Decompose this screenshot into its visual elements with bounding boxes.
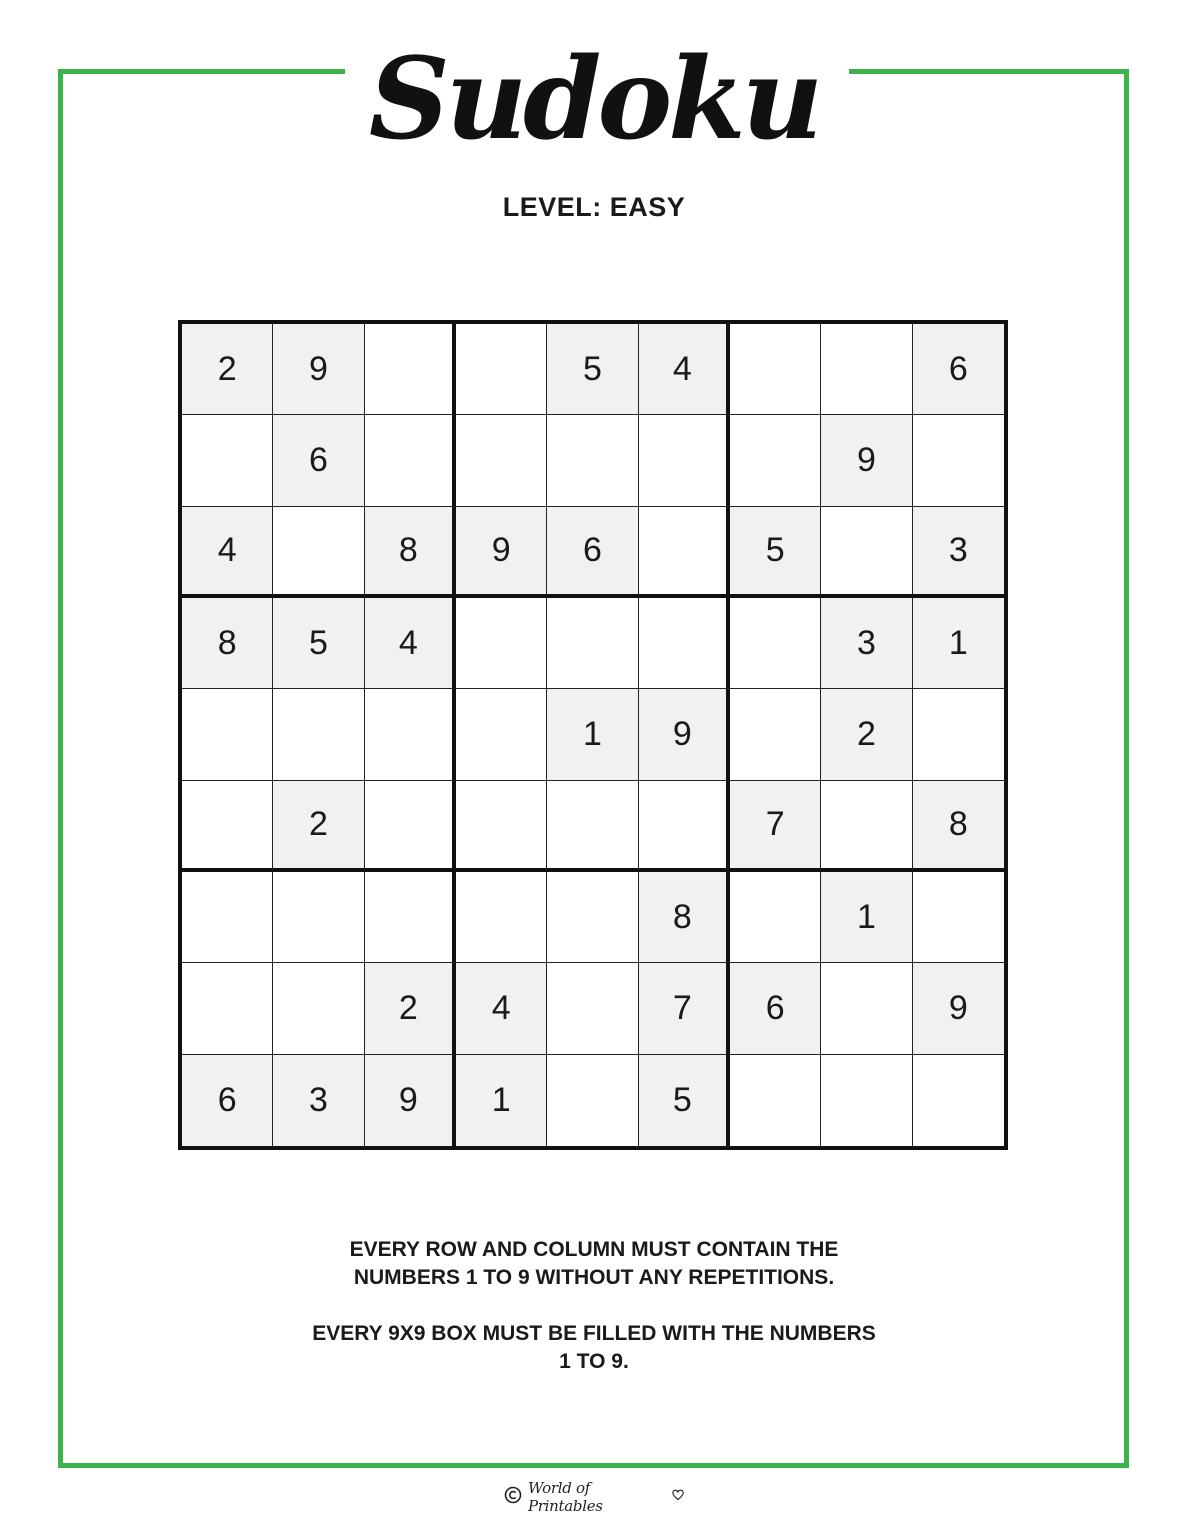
sudoku-cell: 1 xyxy=(456,1055,547,1146)
sudoku-cell[interactable] xyxy=(913,415,1004,506)
sudoku-cell[interactable] xyxy=(730,324,821,415)
sudoku-cell[interactable] xyxy=(182,963,273,1054)
rule-line: 1 TO 9. xyxy=(559,1350,629,1373)
sudoku-cell[interactable] xyxy=(821,507,912,598)
sudoku-cell[interactable] xyxy=(365,415,456,506)
sudoku-cell: 8 xyxy=(639,872,730,963)
sudoku-cell: 5 xyxy=(730,507,821,598)
sudoku-cell[interactable] xyxy=(456,415,547,506)
sudoku-grid xyxy=(178,320,1008,1150)
sudoku-cell: 7 xyxy=(730,781,821,872)
sudoku-cell: 2 xyxy=(821,689,912,780)
sudoku-cell[interactable] xyxy=(547,415,638,506)
sudoku-cell: 9 xyxy=(273,324,364,415)
rule-line: EVERY 9X9 BOX MUST BE FILLED WITH THE NUMBERS xyxy=(312,1322,876,1345)
sudoku-cell[interactable] xyxy=(821,324,912,415)
sudoku-cell[interactable] xyxy=(547,872,638,963)
sudoku-cell: 6 xyxy=(182,1055,273,1146)
rule-row-column xyxy=(230,1236,958,1292)
sudoku-cell[interactable] xyxy=(821,963,912,1054)
sudoku-cell: 5 xyxy=(547,324,638,415)
sudoku-cell[interactable] xyxy=(365,689,456,780)
sudoku-cell: 4 xyxy=(365,598,456,689)
frame-right xyxy=(1124,69,1129,1468)
sudoku-cell[interactable] xyxy=(365,324,456,415)
sudoku-cell: 6 xyxy=(273,415,364,506)
sudoku-cell[interactable] xyxy=(547,1055,638,1146)
sudoku-cell: 9 xyxy=(821,415,912,506)
sudoku-cell[interactable] xyxy=(913,1055,1004,1146)
sudoku-cell: 7 xyxy=(639,963,730,1054)
sudoku-cell: 8 xyxy=(182,598,273,689)
sudoku-cell: 1 xyxy=(821,872,912,963)
sudoku-cell[interactable] xyxy=(547,781,638,872)
sudoku-cell: 6 xyxy=(547,507,638,598)
sudoku-cell: 3 xyxy=(821,598,912,689)
sudoku-cell: 3 xyxy=(913,507,1004,598)
rule-line: NUMBERS 1 TO 9 WITHOUT ANY REPETITIONS. xyxy=(353,1266,835,1289)
sudoku-cell[interactable] xyxy=(456,598,547,689)
sudoku-cell[interactable] xyxy=(639,507,730,598)
frame-top-right xyxy=(849,69,1129,74)
sudoku-cell: 9 xyxy=(365,1055,456,1146)
rule-box xyxy=(230,1320,958,1376)
sudoku-cell[interactable] xyxy=(182,415,273,506)
sudoku-cell[interactable] xyxy=(456,689,547,780)
sudoku-cell[interactable] xyxy=(547,598,638,689)
sudoku-cell[interactable] xyxy=(730,689,821,780)
sudoku-cell: 4 xyxy=(182,507,273,598)
sudoku-cell[interactable] xyxy=(182,689,273,780)
sudoku-cell[interactable] xyxy=(365,872,456,963)
sudoku-cell[interactable] xyxy=(273,872,364,963)
frame-left xyxy=(58,69,63,1468)
sudoku-cell: 1 xyxy=(913,598,1004,689)
sudoku-cell[interactable] xyxy=(913,689,1004,780)
sudoku-cell[interactable] xyxy=(456,872,547,963)
footer-brand-text: World of Printables xyxy=(528,1479,603,1515)
sudoku-cell[interactable] xyxy=(273,689,364,780)
sudoku-cell: 4 xyxy=(456,963,547,1054)
sudoku-cell[interactable] xyxy=(821,781,912,872)
sudoku-cell: 2 xyxy=(273,781,364,872)
sudoku-cell[interactable] xyxy=(730,1055,821,1146)
sudoku-cell[interactable] xyxy=(273,963,364,1054)
frame-bottom xyxy=(58,1463,1129,1468)
sudoku-cell[interactable] xyxy=(639,781,730,872)
sudoku-cell[interactable] xyxy=(273,507,364,598)
sudoku-cell: 2 xyxy=(182,324,273,415)
sudoku-cell[interactable] xyxy=(456,324,547,415)
sudoku-cell[interactable] xyxy=(730,415,821,506)
sudoku-cell: 2 xyxy=(365,963,456,1054)
rule-line: EVERY ROW AND COLUMN MUST CONTAIN THE xyxy=(349,1238,839,1261)
title-text: Sudoku xyxy=(368,34,820,165)
sudoku-cell: 4 xyxy=(639,324,730,415)
sudoku-cell: 6 xyxy=(730,963,821,1054)
sudoku-cell: 3 xyxy=(273,1055,364,1146)
sudoku-cell[interactable] xyxy=(456,781,547,872)
sudoku-cell[interactable] xyxy=(547,963,638,1054)
sudoku-cell[interactable] xyxy=(730,872,821,963)
sudoku-cell[interactable] xyxy=(639,598,730,689)
sudoku-cell[interactable] xyxy=(913,872,1004,963)
sudoku-cell: 5 xyxy=(273,598,364,689)
sudoku-cell: 8 xyxy=(913,781,1004,872)
sudoku-cell: 8 xyxy=(365,507,456,598)
sudoku-cell[interactable] xyxy=(639,415,730,506)
sudoku-cell: 9 xyxy=(639,689,730,780)
title-script-logo xyxy=(344,20,849,190)
sudoku-cell: 9 xyxy=(913,963,1004,1054)
page-title xyxy=(344,20,849,190)
sudoku-cell[interactable] xyxy=(821,1055,912,1146)
sudoku-cell: 6 xyxy=(913,324,1004,415)
sudoku-cell[interactable] xyxy=(182,872,273,963)
level-label: LEVEL: EASY xyxy=(502,192,686,222)
copyright-icon xyxy=(504,1486,522,1509)
sudoku-cell[interactable] xyxy=(182,781,273,872)
sudoku-cell[interactable] xyxy=(730,598,821,689)
sudoku-cell: 9 xyxy=(456,507,547,598)
sudoku-cell: 5 xyxy=(639,1055,730,1146)
heart-icon xyxy=(672,1488,684,1506)
frame-top-left xyxy=(58,69,345,74)
footer-brand xyxy=(504,1480,684,1514)
sudoku-cell[interactable] xyxy=(365,781,456,872)
sudoku-cell: 1 xyxy=(547,689,638,780)
